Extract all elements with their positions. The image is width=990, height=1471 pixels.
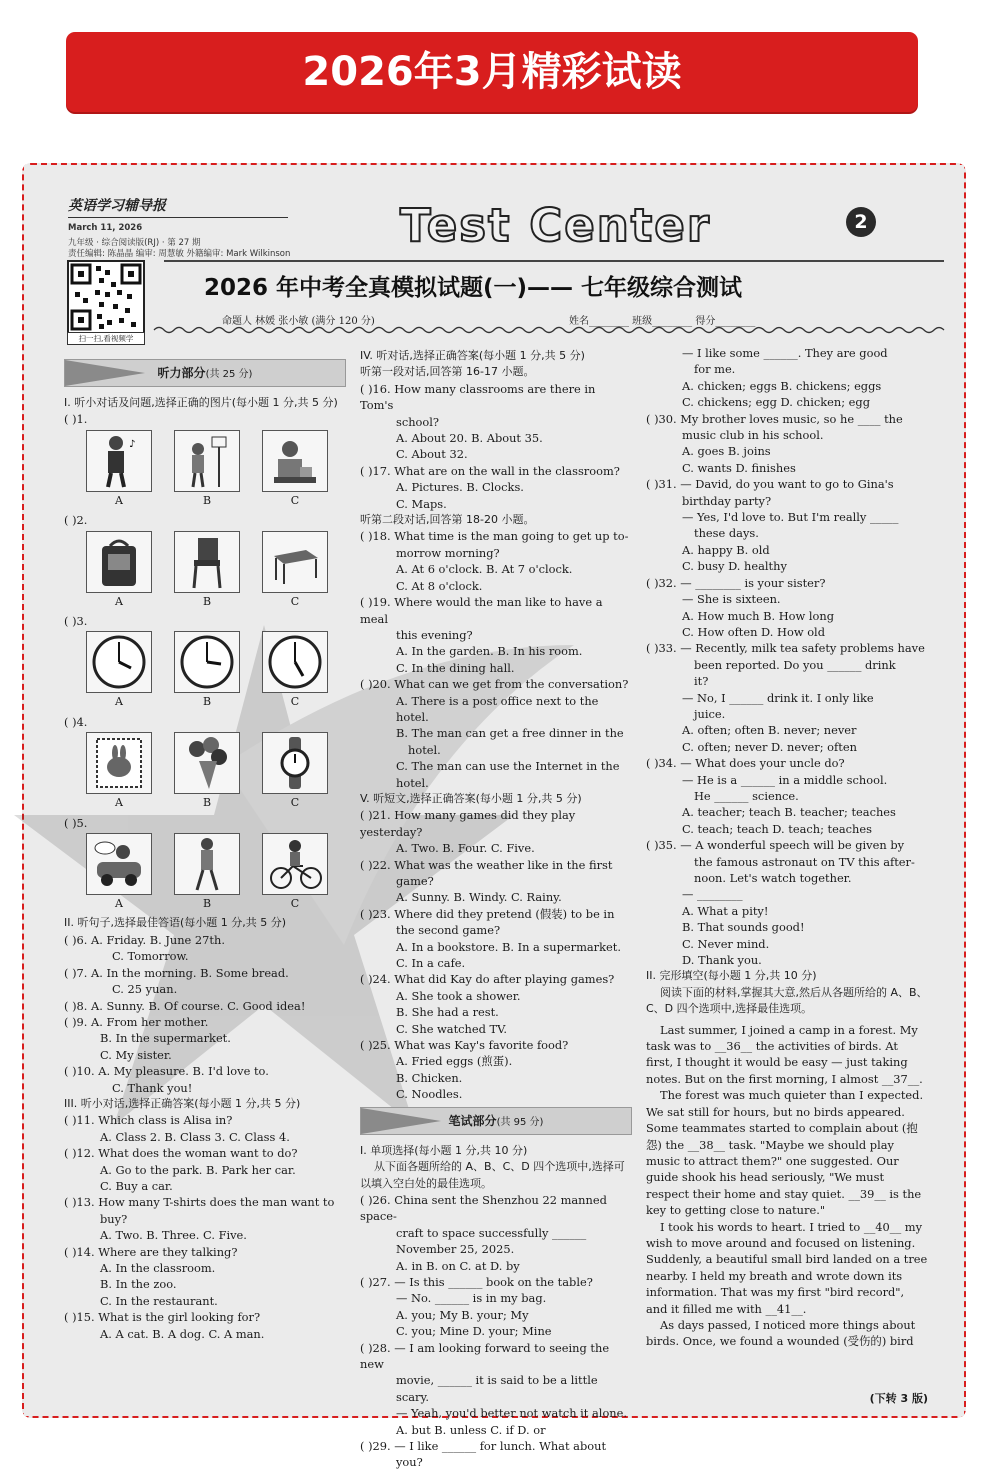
question-text: you? bbox=[396, 1455, 423, 1470]
question-text: this evening? bbox=[396, 627, 473, 642]
cloze-paragraph-1: Last summer, I joined a camp in a forest. My task was to __36__ the activities of birds. At first, I thought it would be easy — just taking notes. But on the first morning, I almost __37__. bbox=[646, 1022, 923, 1086]
question-7: ( )7. A. In the morning. B. Some bread. bbox=[64, 965, 289, 980]
question-29: ( )29. — I like ______ for lunch. What about bbox=[360, 1439, 607, 1453]
qr-code-icon[interactable] bbox=[67, 260, 145, 334]
option-text: B. In the supermarket. bbox=[100, 1031, 231, 1046]
option-text: A. How much B. How long bbox=[682, 608, 835, 623]
wavy-divider bbox=[154, 325, 944, 335]
question-text: — I like some ______. They are good bbox=[682, 346, 888, 360]
question-14: ( )14. Where are they talking? bbox=[64, 1244, 238, 1259]
part-heading: III. 听小对话,选择正确答案(每小题 1 分,共 5 分) bbox=[64, 1096, 301, 1110]
option-text: A. Sunny. B. Windy. C. Rainy. bbox=[396, 890, 562, 905]
chair-picture[interactable] bbox=[174, 531, 240, 593]
boy-reading-picture[interactable] bbox=[262, 430, 328, 492]
option-text: C. Noodles. bbox=[396, 1087, 463, 1102]
option-text: A. In a bookstore. B. In a supermarket. bbox=[396, 939, 621, 954]
instructions: 阅读下面的材料,掌握其大意,然后从各题所给的 A、B、C、D 四个选项中,选择最佳选项。 bbox=[646, 985, 928, 1016]
option-text: A. teacher; teach B. teacher; teaches bbox=[682, 805, 896, 820]
question-text: these days. bbox=[694, 526, 759, 541]
option-text: C. At 8 o'clock. bbox=[396, 578, 483, 593]
question-text: game? bbox=[396, 874, 434, 888]
question-24: ( )24. What did Kay do after playing games? bbox=[360, 972, 615, 987]
question-text: — He is a ______ in a middle school. bbox=[682, 772, 888, 787]
question-16: ( )16. How many classrooms are there in Tom's bbox=[360, 381, 596, 413]
option-text: A. Fried eggs (煎蛋). bbox=[396, 1054, 513, 1069]
option-text: B. Chicken. bbox=[396, 1070, 463, 1085]
part-heading: V. 听短文,选择正确答案(每小题 1 分,共 5 分) bbox=[360, 791, 582, 805]
option-text: A. in B. on C. at D. by bbox=[396, 1258, 520, 1273]
option-text: A. Two. B. Four. C. Five. bbox=[396, 841, 535, 856]
option-text: C. About 32. bbox=[396, 447, 468, 462]
option-text: C. teach; teach D. teach; teaches bbox=[682, 821, 872, 836]
option-text: A. happy B. old bbox=[682, 542, 770, 557]
option-text: C. My sister. bbox=[100, 1047, 172, 1062]
option-text: C. often; never D. never; often bbox=[682, 739, 857, 754]
column-listening bbox=[64, 355, 346, 1342]
header-rule bbox=[164, 260, 944, 262]
question-28: ( )28. — I am looking forward to seeing the new bbox=[360, 1340, 610, 1371]
column-right bbox=[646, 345, 928, 1350]
question-19: ( )19. Where would the man like to have a meal bbox=[360, 595, 603, 626]
question-32: ( )32. — ________ is your sister? bbox=[646, 575, 826, 590]
question-9: ( )9. A. From her mother. bbox=[64, 1014, 209, 1029]
question-13: ( )13. How many T-shirts does the man want to bbox=[64, 1195, 335, 1210]
option-text: A. often; often B. never; never bbox=[682, 723, 857, 738]
option-text: C. In the restaurant. bbox=[100, 1293, 218, 1308]
question-text: scary. bbox=[396, 1389, 430, 1404]
question-text: buy? bbox=[100, 1211, 128, 1226]
option-text: B. That sounds good! bbox=[682, 920, 805, 935]
picture-row bbox=[86, 430, 346, 492]
question-21: ( )21. How many games did they play yesterday? bbox=[360, 808, 576, 839]
option-text: A. At 6 o'clock. B. At 7 o'clock. bbox=[396, 562, 573, 577]
question-text: He ______ science. bbox=[694, 788, 799, 803]
flowers-picture[interactable] bbox=[174, 732, 240, 794]
option-text: B. In the zoo. bbox=[100, 1277, 177, 1292]
part-heading: II. 完形填空(每小题 1 分,共 10 分) bbox=[646, 969, 817, 983]
question-34: ( )34. — What does your uncle do? bbox=[646, 756, 845, 771]
question-11: ( )11. Which class is Alisa in? bbox=[64, 1113, 233, 1128]
boy-basketball-picture[interactable] bbox=[174, 430, 240, 492]
continued-note: (下转 3 版) bbox=[869, 1392, 928, 1405]
option-text: A. chicken; eggs B. chickens; eggs bbox=[682, 378, 882, 393]
cloze-paragraph-4: As days passed, I noticed more things about birds. Once, we found a wounded (受伤的) bird bbox=[646, 1317, 916, 1349]
newspaper-frame bbox=[22, 163, 966, 1470]
option-text: A. She took a shower. bbox=[396, 988, 521, 1003]
option-text: A. There is a post office next to the hotel. bbox=[396, 693, 599, 724]
column-middle bbox=[360, 348, 632, 1471]
question-8: ( )8. A. Sunny. B. Of course. C. Good idea! bbox=[64, 998, 306, 1013]
qr-caption: 扫一扫,看视频学 bbox=[67, 332, 145, 345]
editor-info: 责任编辑: 陈晶晶 编审: 周慧敏 外籍编审: Mark Wilkinson bbox=[68, 249, 291, 259]
question-text: the famous astronaut on TV this after- bbox=[694, 854, 915, 869]
dialogue-instruction: 听第二段对话,回答第 18-20 小题。 bbox=[360, 513, 535, 527]
question-31: ( )31. — David, do you want to go to Gina's bbox=[646, 477, 894, 492]
question-18: ( )18. What time is the man going to get up to- bbox=[360, 529, 629, 544]
question-text: morrow morning? bbox=[396, 545, 500, 560]
question-20: ( )20. What can we get from the conversation? bbox=[360, 677, 629, 692]
question-25: ( )25. What was Kay's favorite food? bbox=[360, 1038, 569, 1053]
question-label: ( )3. bbox=[64, 614, 88, 629]
option-text: B. The man can get a free dinner in the bbox=[396, 726, 624, 741]
question-23: ( )23. Where did they pretend (假装) to be in bbox=[360, 906, 615, 921]
option-text: A. What a pity! bbox=[682, 903, 769, 918]
question-22: ( )22. What was the weather like in the first bbox=[360, 857, 613, 872]
option-labels: A B C bbox=[115, 594, 300, 608]
student-fields: 姓名________ 班级________ 得分________ bbox=[569, 316, 756, 327]
masthead bbox=[24, 165, 964, 343]
option-text: A. A cat. B. A dog. C. A man. bbox=[100, 1326, 265, 1341]
option-text: A. but B. unless C. if D. or bbox=[396, 1422, 546, 1437]
clock-picture-c[interactable] bbox=[262, 631, 328, 693]
question-text: school? bbox=[396, 414, 440, 429]
listening-section-header: 听力部分(共 25 分) bbox=[64, 359, 346, 387]
question-label: ( )5. bbox=[64, 815, 88, 830]
question-33: ( )33. — Recently, milk tea safety problems have bbox=[646, 641, 925, 656]
question-text: — ________ bbox=[682, 887, 743, 902]
question-10: ( )10. A. My pleasure. B. I'd love to. bbox=[64, 1064, 269, 1079]
question-text: been reported. Do you ______ drink bbox=[694, 657, 896, 672]
svg-text:♪: ♪ bbox=[129, 438, 136, 450]
option-text: A. Two. B. Three. C. Five. bbox=[100, 1228, 247, 1243]
cloze-paragraph-2: The forest was much quieter than I expected. We sat still for hours, but no birds appeared. Some teammates started to complain about (抱怨) the __38__ task. "Maybe we should play music to attract them?" one suggested. Our guide shook his head seriously, "We must respect their home and stay quiet. __39__ is the key to getting close to nature." bbox=[646, 1088, 924, 1218]
question-text: it? bbox=[694, 674, 709, 689]
schoolbag-picture[interactable] bbox=[86, 531, 152, 593]
writing-section-header: 笔试部分(共 95 分) bbox=[360, 1107, 632, 1135]
option-text: A. Go to the park. B. Park her car. bbox=[100, 1162, 296, 1177]
section-title: Test Center bbox=[400, 199, 712, 252]
part-heading: I. 听小对话及问题,选择正确的图片(每小题 1 分,共 5 分) bbox=[64, 396, 338, 409]
question-text: — No. ______ is in my bag. bbox=[396, 1291, 547, 1306]
option-labels: A B C bbox=[115, 796, 300, 810]
newspaper-logo: 英语学习辅导报 bbox=[68, 195, 288, 218]
option-text: C. Maps. bbox=[396, 496, 447, 511]
clock-picture-b[interactable] bbox=[174, 631, 240, 693]
question-text: birthday party? bbox=[682, 493, 772, 508]
promo-banner: 2026年3月精彩试读 bbox=[66, 32, 918, 112]
question-6: ( )6. A. Friday. B. June 27th. bbox=[64, 932, 225, 947]
question-text: the second game? bbox=[396, 923, 501, 938]
option-text: C. In the dining hall. bbox=[396, 660, 515, 675]
question-text: noon. Let's watch together. bbox=[694, 871, 852, 885]
clock-picture-a[interactable] bbox=[86, 631, 152, 693]
option-text: A. About 20. B. About 35. bbox=[396, 431, 543, 446]
issue-date: March 11, 2026 bbox=[68, 223, 143, 233]
issue-info: 九年级 · 综合阅读版(RJ) · 第 27 期 bbox=[68, 238, 201, 248]
page-number-badge: 2 bbox=[846, 207, 876, 237]
question-text: — Yes, I'd love to. But I'm really _____ bbox=[682, 510, 899, 525]
question-12: ( )12. What does the woman want to do? bbox=[64, 1146, 298, 1161]
stamp-picture[interactable] bbox=[86, 732, 152, 794]
girl-cycling-picture[interactable] bbox=[262, 833, 328, 895]
question-text: — She is sixteen. bbox=[682, 592, 781, 607]
man-singing-picture[interactable] bbox=[86, 430, 152, 492]
option-text: C. In a cafe. bbox=[396, 956, 466, 971]
question-label: ( )2. bbox=[64, 513, 88, 528]
option-text: C. Never mind. bbox=[682, 936, 770, 951]
picture-row bbox=[86, 833, 346, 895]
exam-title: 2026 年中考全真模拟试题(一)—— 七年级综合测试 bbox=[204, 275, 743, 301]
option-text: A. In the garden. B. In his room. bbox=[396, 644, 583, 659]
toy-car-picture[interactable] bbox=[86, 833, 152, 895]
girl-walking-picture[interactable] bbox=[174, 833, 240, 895]
question-text: juice. bbox=[694, 706, 726, 721]
newspaper-page bbox=[24, 165, 964, 1470]
picture-row bbox=[86, 531, 346, 593]
option-text: C. She watched TV. bbox=[396, 1021, 507, 1036]
question-27: ( )27. — Is this ______ book on the table? bbox=[360, 1274, 593, 1289]
option-text: D. Thank you. bbox=[682, 953, 762, 968]
option-text: C. 25 yuan. bbox=[112, 982, 178, 997]
question-text: — Yeah, you'd better not watch it alone. bbox=[396, 1406, 627, 1421]
option-text: B. She had a rest. bbox=[396, 1005, 499, 1020]
question-26: ( )26. China sent the Shenzhou 22 manned space- bbox=[360, 1192, 607, 1224]
option-text: C. busy D. healthy bbox=[682, 559, 787, 574]
question-label: ( )4. bbox=[64, 714, 88, 729]
option-text: C. How often D. How old bbox=[682, 624, 825, 639]
watch-picture[interactable] bbox=[262, 732, 328, 794]
option-text: C. Tomorrow. bbox=[112, 949, 189, 964]
part-heading: I. 单项选择(每小题 1 分,共 10 分) bbox=[360, 1143, 528, 1157]
option-text: C. The man can use the Internet in the hotel. bbox=[396, 759, 620, 790]
question-text: music club in his school. bbox=[682, 428, 824, 443]
picture-row bbox=[86, 631, 346, 693]
question-label: ( )1. bbox=[64, 412, 88, 427]
question-17: ( )17. What are on the wall in the classroom? bbox=[360, 463, 620, 478]
picture-row bbox=[86, 732, 346, 794]
instructions: 从下面各题所给的 A、B、C、D 四个选项中,选择可以填入空白处的最佳选项。 bbox=[360, 1160, 625, 1190]
option-text: A. goes B. joins bbox=[682, 444, 771, 459]
option-labels: A B C bbox=[115, 897, 300, 911]
option-text: A. you; My B. your; My bbox=[396, 1307, 529, 1322]
option-text: C. you; Mine D. your; Mine bbox=[396, 1324, 552, 1339]
part-heading: II. 听句子,选择最佳答语(每小题 1 分,共 5 分) bbox=[64, 916, 287, 930]
part-heading: IV. 听对话,选择正确答案(每小题 1 分,共 5 分) bbox=[360, 349, 585, 362]
table-picture[interactable] bbox=[262, 531, 328, 593]
option-text: C. wants D. finishes bbox=[682, 460, 796, 475]
question-text: for me. bbox=[694, 362, 736, 377]
option-labels: A B C bbox=[115, 695, 300, 709]
question-30: ( )30. My brother loves music, so he ____ the bbox=[646, 411, 903, 426]
option-text: hotel. bbox=[408, 742, 441, 757]
question-text: — No, I ______ drink it. I only like bbox=[682, 690, 874, 705]
question-text: craft to space successfully ______ bbox=[396, 1225, 587, 1240]
option-text: A. In the classroom. bbox=[100, 1261, 216, 1275]
question-text: movie, ______ it is said to be a little bbox=[396, 1373, 598, 1388]
cloze-paragraph-3: I took his words to heart. I tried to __40__ my wish to move around and focused on listening. Suddenly, a beautiful small bird landed on a tree nearby. I held my breath and wrote down its information. That was my first "bird record", and it filled me with __41__. bbox=[646, 1219, 928, 1316]
exam-authors: 命题人 林媛 张小敏 (满分 120 分) bbox=[222, 316, 375, 327]
option-text: C. Buy a car. bbox=[100, 1178, 173, 1193]
dialogue-instruction: 听第一段对话,回答第 16-17 小题。 bbox=[360, 365, 535, 379]
question-15: ( )15. What is the girl looking for? bbox=[64, 1310, 261, 1325]
option-text: C. chickens; egg D. chicken; egg bbox=[682, 395, 870, 410]
option-text: A. Class 2. B. Class 3. C. Class 4. bbox=[100, 1129, 290, 1144]
option-text: C. Thank you! bbox=[112, 1080, 193, 1095]
question-text: November 25, 2025. bbox=[396, 1242, 515, 1257]
option-text: A. Pictures. B. Clocks. bbox=[396, 480, 524, 495]
question-35: ( )35. — A wonderful speech will be given by bbox=[646, 838, 905, 853]
option-labels: A B C bbox=[115, 493, 300, 507]
